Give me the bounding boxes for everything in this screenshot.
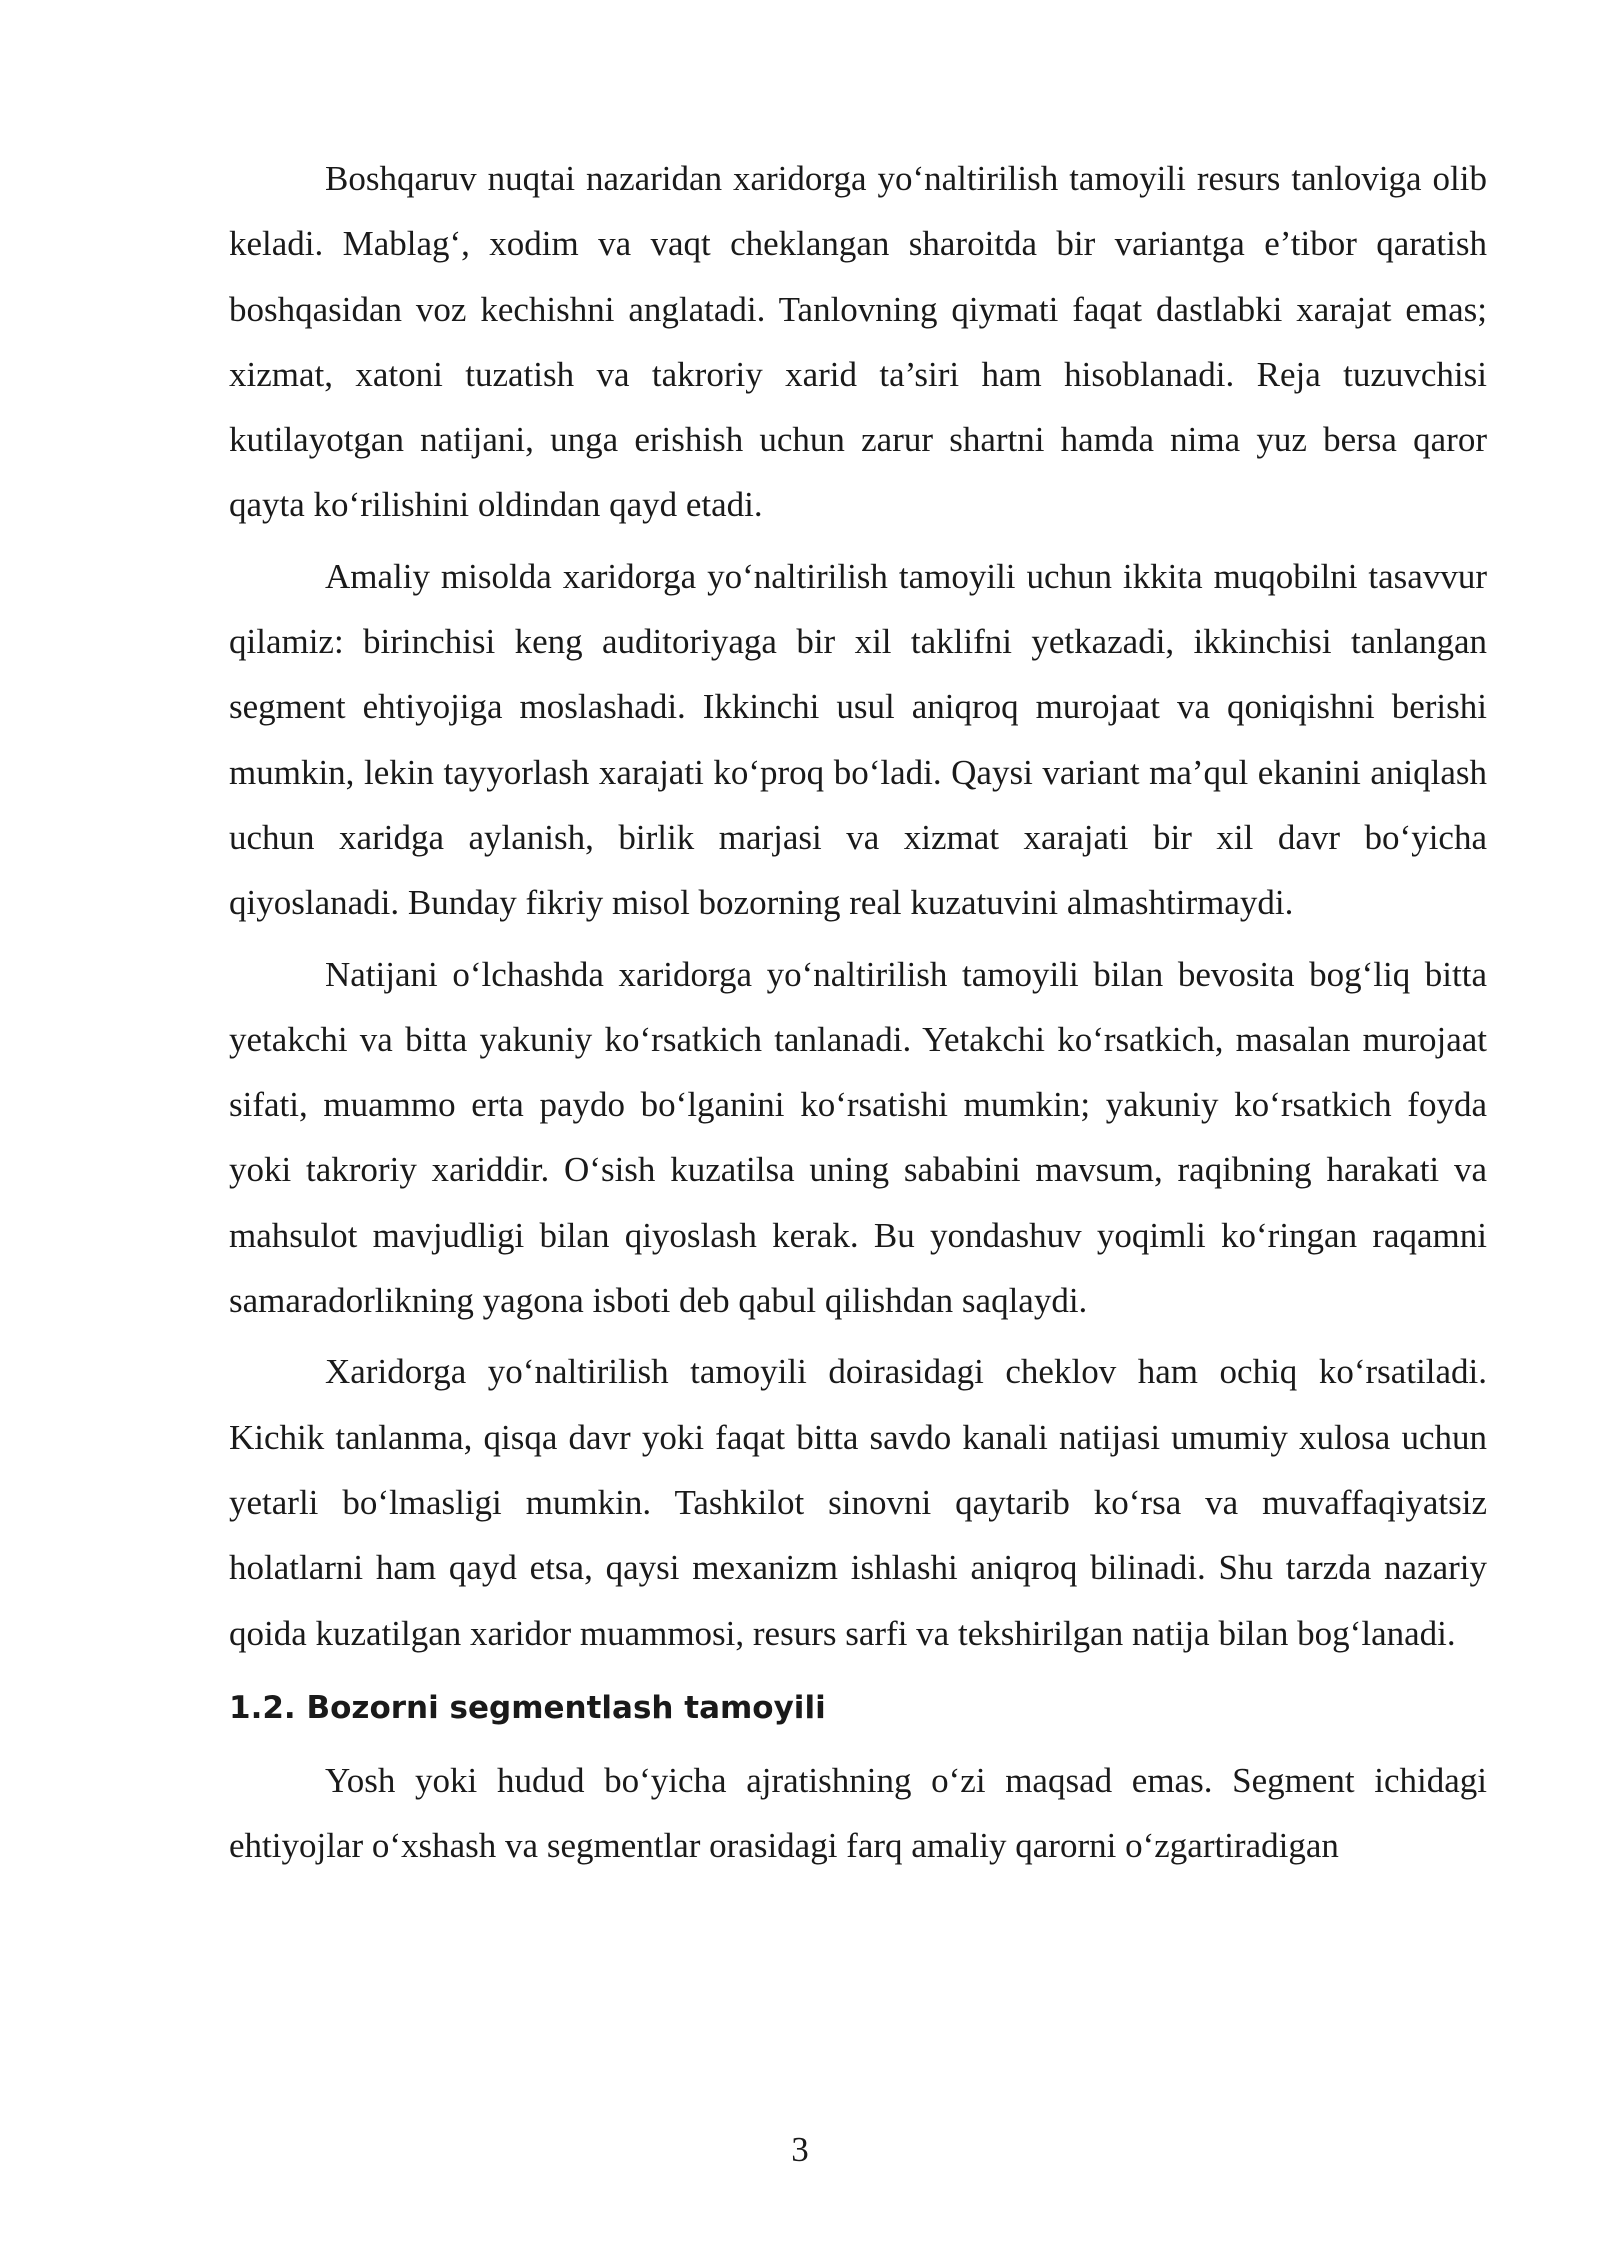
document-body	[229, 146, 1487, 1884]
paragraph-resource-choice: Boshqaruv nuqtai nazaridan xaridorga yo‘naltirilish tamoyili resurs tanloviga olib keladi. Mablag‘, xodim va vaqt cheklangan sharoitda bir variantga e’tibor qaratish boshqasidan voz kechishni anglatadi. Tanlovning qiymati faqat dastlabki xarajat emas; xizmat, xatoni tuzatish va takroriy xarid ta’siri ham hisoblanadi. Reja tuzuvchisi kutilayotgan natijani, unga erishish uchun zarur shartni hamda nima yuz bersa qaror qayta ko‘rilishini oldindan qayd etadi.	[229, 159, 1487, 525]
section-heading: 1.2. Bozorni segmentlash tamoyili	[229, 1689, 826, 1726]
paragraph-limitations: Xaridorga yo‘naltirilish tamoyili doirasidagi cheklov ham ochiq ko‘rsatiladi. Kichik tanlanma, qisqa davr yoki faqat bitta savdo kanali natijasi umumiy xulosa uchun yetarli bo‘lmasligi mumkin. Tashkilot sinovni qaytarib ko‘rsa va muvaffaqiyatsiz holatlarni ham qayd etsa, qaysi mexanizm ishlashi aniqroq bilinadi. Shu tarzda nazariy qoida kuzatilgan xaridor muammosi, resurs sarfi va tekshirilgan natija bilan bog‘lanadi.	[229, 1352, 1487, 1653]
paragraph-segmentation: Yosh yoki hudud bo‘yicha ajratishning o‘zi maqsad emas. Segment ichidagi ehtiyojlar o‘xshash va segmentlar orasidagi farq amaliy qarorni o‘zgartiradigan	[229, 1760, 1487, 1866]
page-number: 3	[791, 2130, 809, 2169]
paragraph-practical-example: Amaliy misolda xaridorga yo‘naltirilish tamoyili uchun ikkita muqobilni tasavvur qilamiz: birinchisi keng auditoriyaga bir xil taklifni yetkazadi, ikkinchisi tanlangan segment ehtiyojiga moslashadi. Ikkinchi usul aniqroq murojaat va qoniqishni berishi mumkin, lekin tayyorlash xarajati ko‘proq bo‘ladi. Qaysi variant ma’qul ekanini aniqlash uchun xaridga aylanish, birlik marjasi va xizmat xarajati bir xil davr bo‘yicha qiyoslanadi. Bunday fikriy misol bozorning real kuzatuvini almashtirmaydi.	[229, 556, 1487, 923]
paragraph-measuring-results: Natijani o‘lchashda xaridorga yo‘naltirilish tamoyili bilan bevosita bog‘liq bitta yetakchi va bitta yakuniy ko‘rsatkich tanlanadi. Yetakchi ko‘rsatkich, masalan murojaat sifati, muammo erta paydo bo‘lganini ko‘rsatishi mumkin; yakuniy ko‘rsatkich foyda yoki takroriy xariddir. O‘sish kuzatilsa uning sababini mavsum, raqibning harakati va mahsulot mavjudligi bilan qiyoslash kerak. Bu yondashuv yoqimli ko‘ringan raqamni samaradorlikning yagona isboti deb qabul qilishdan saqlaydi.	[229, 954, 1487, 1321]
